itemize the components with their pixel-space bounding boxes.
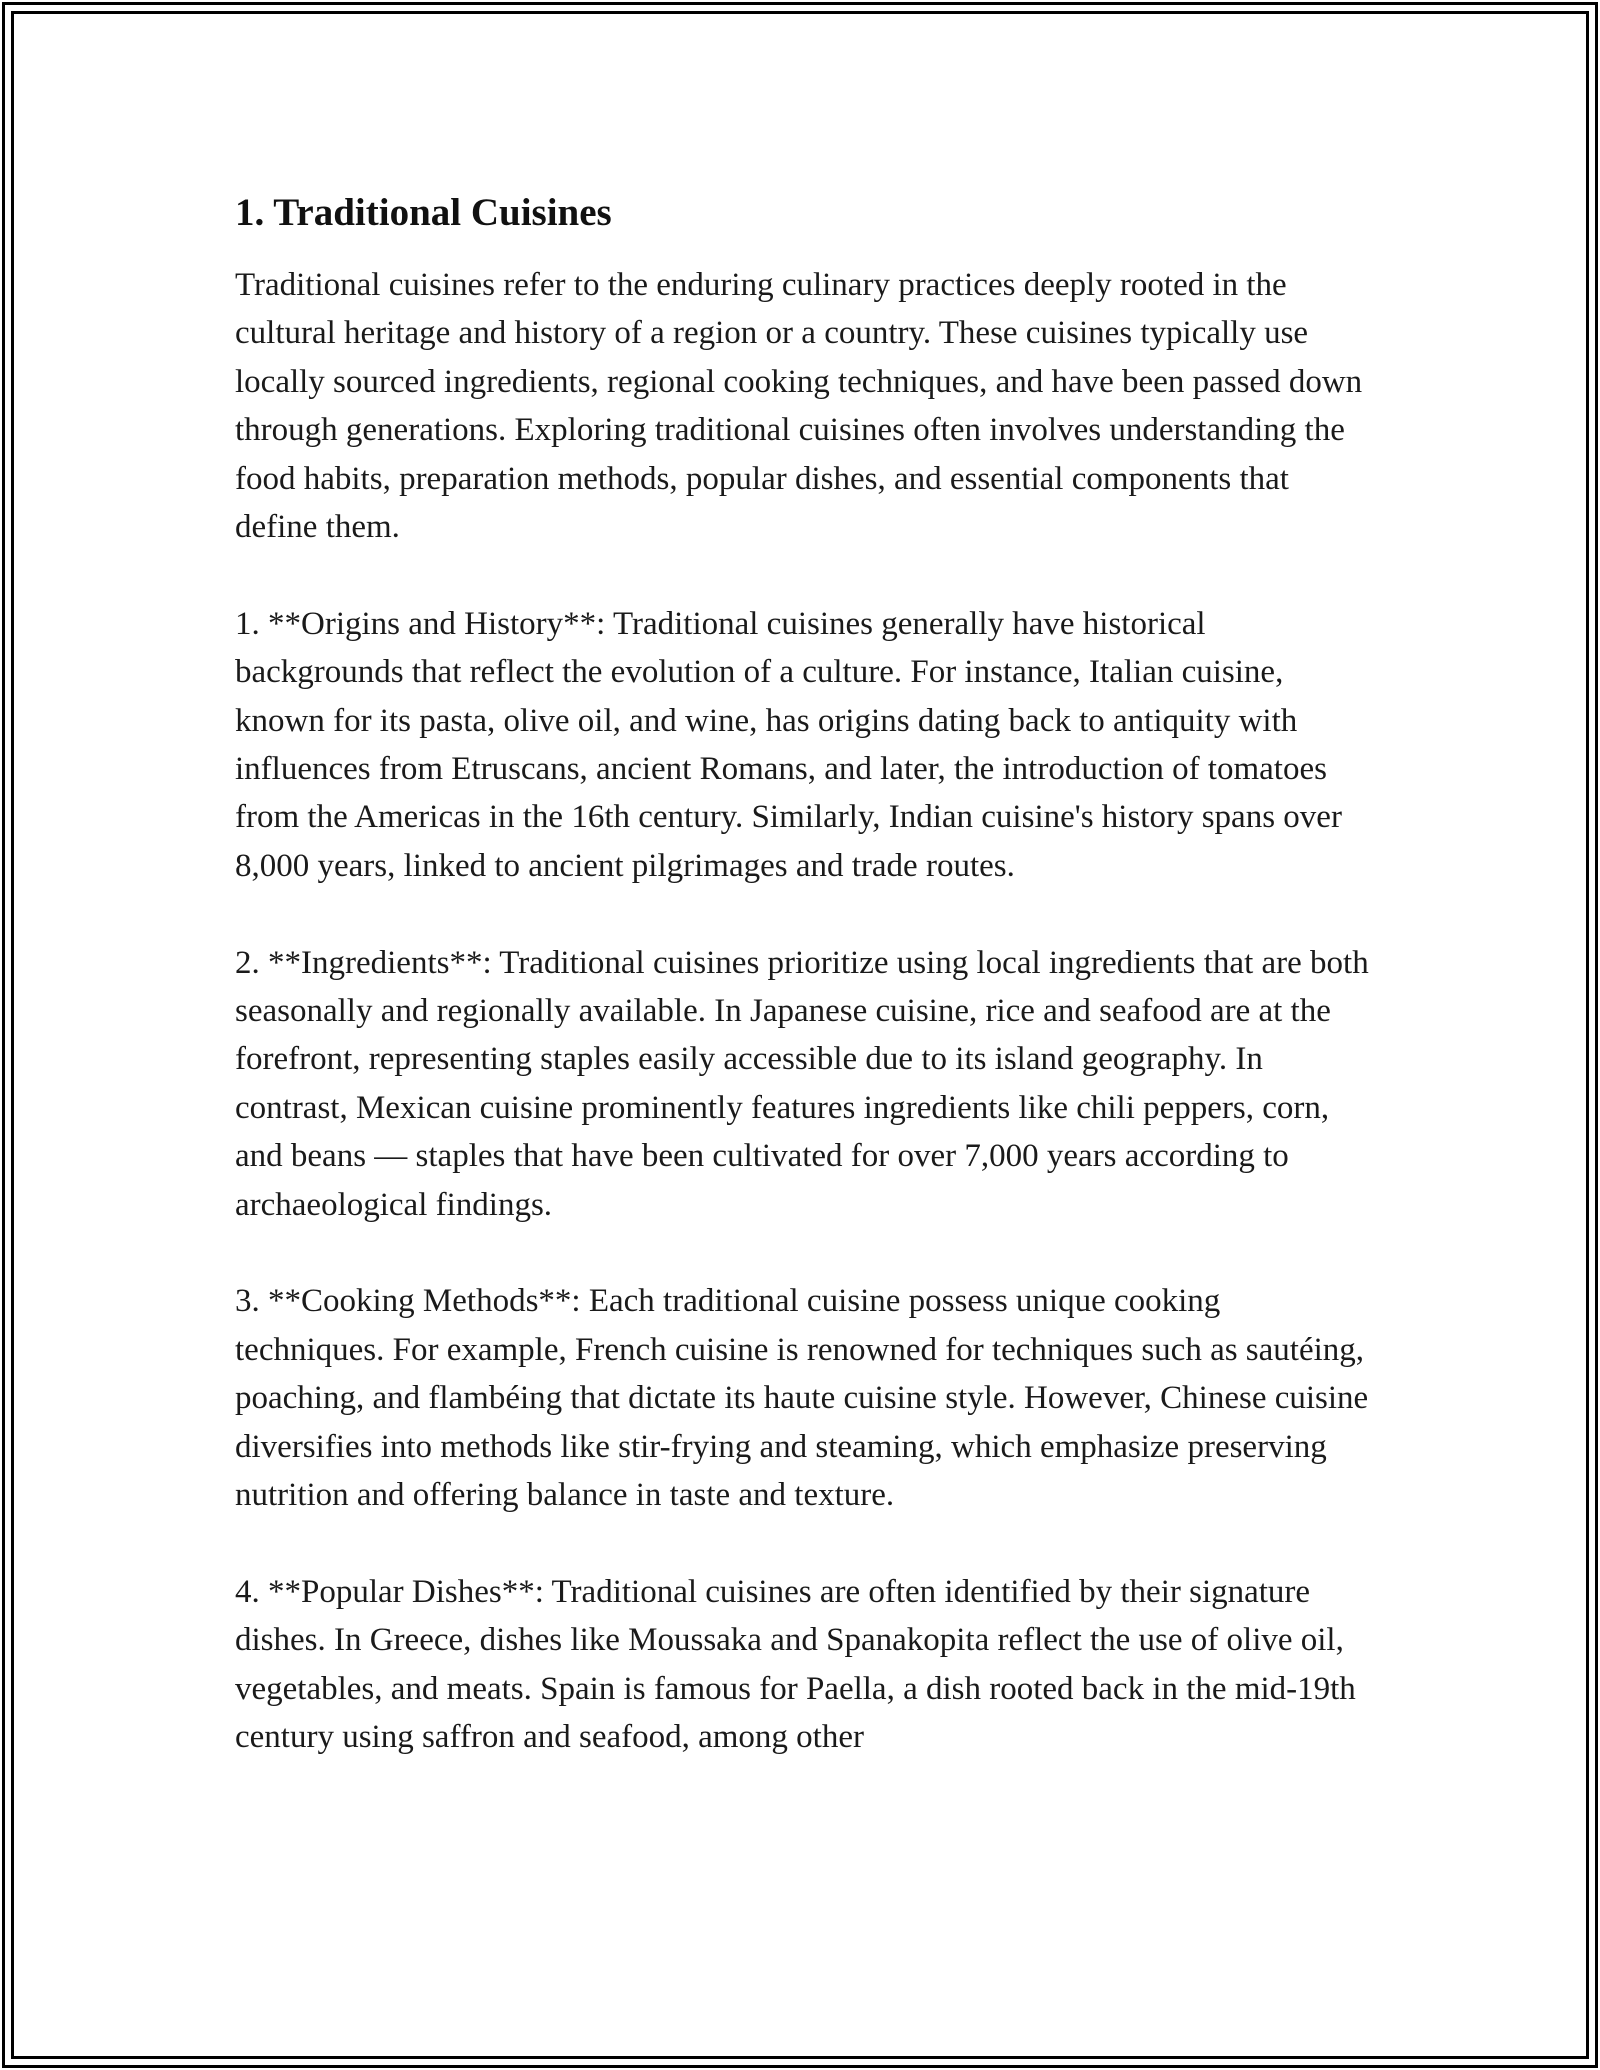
cooking-methods-paragraph: 3. **Cooking Methods**: Each traditional cuisine possess unique cooking techniques. For example, French cuisine is renowned for techniques such as sautéing, poaching, and flambéing that dictate its haute cuisine style. However, Chinese cuisine diversifies into methods like stir-frying and steaming, which emphasize preserving nutrition and offering balance in taste and texture. bbox=[235, 1283, 1369, 1514]
ingredients-paragraph: 2. **Ingredients**: Traditional cuisines prioritize using local ingredients that are both seasonally and regionally available. In Japanese cuisine, rice and seafood are at the forefront, representing staples easily accessible due to its island geography. In contrast, Mexican cuisine prominently features ingredients like chili peppers, corn, and beans — staples that have been cultivated for over 7,000 years according to archaeological findings. bbox=[235, 944, 1369, 1223]
origins-history-paragraph: 1. **Origins and History**: Traditional cuisines generally have historical backgrounds that reflect the evolution of a culture. For instance, Italian cuisine, known for its pasta, olive oil, and wine, has origins dating back to antiquity with influences from Etruscans, ancient Romans, and later, the introduction of tomatoes from the Americas in the 16th century. Similarly, Indian cuisine's history spans over 8,000 years, linked to ancient pilgrimages and trade routes. bbox=[235, 605, 1342, 884]
popular-dishes-paragraph: 4. **Popular Dishes**: Traditional cuisines are often identified by their signature dishes. In Greece, dishes like Moussaka and Spanakopita reflect the use of olive oil, vegetables, and meats. Spain is famous for Paella, a dish rooted back in the mid-19th century using saffron and seafood, among other bbox=[235, 1573, 1356, 1756]
document-body bbox=[235, 185, 1375, 1810]
intro-paragraph: Traditional cuisines refer to the enduring culinary practices deeply rooted in the cultural heritage and history of a region or a country. These cuisines typically use locally sourced ingredients, regional cooking techniques, and have been passed down through generations. Exploring traditional cuisines often involves understanding the food habits, preparation methods, popular dishes, and essential components that define them. bbox=[235, 267, 1363, 546]
section-heading: 1. Traditional Cuisines bbox=[235, 191, 612, 234]
